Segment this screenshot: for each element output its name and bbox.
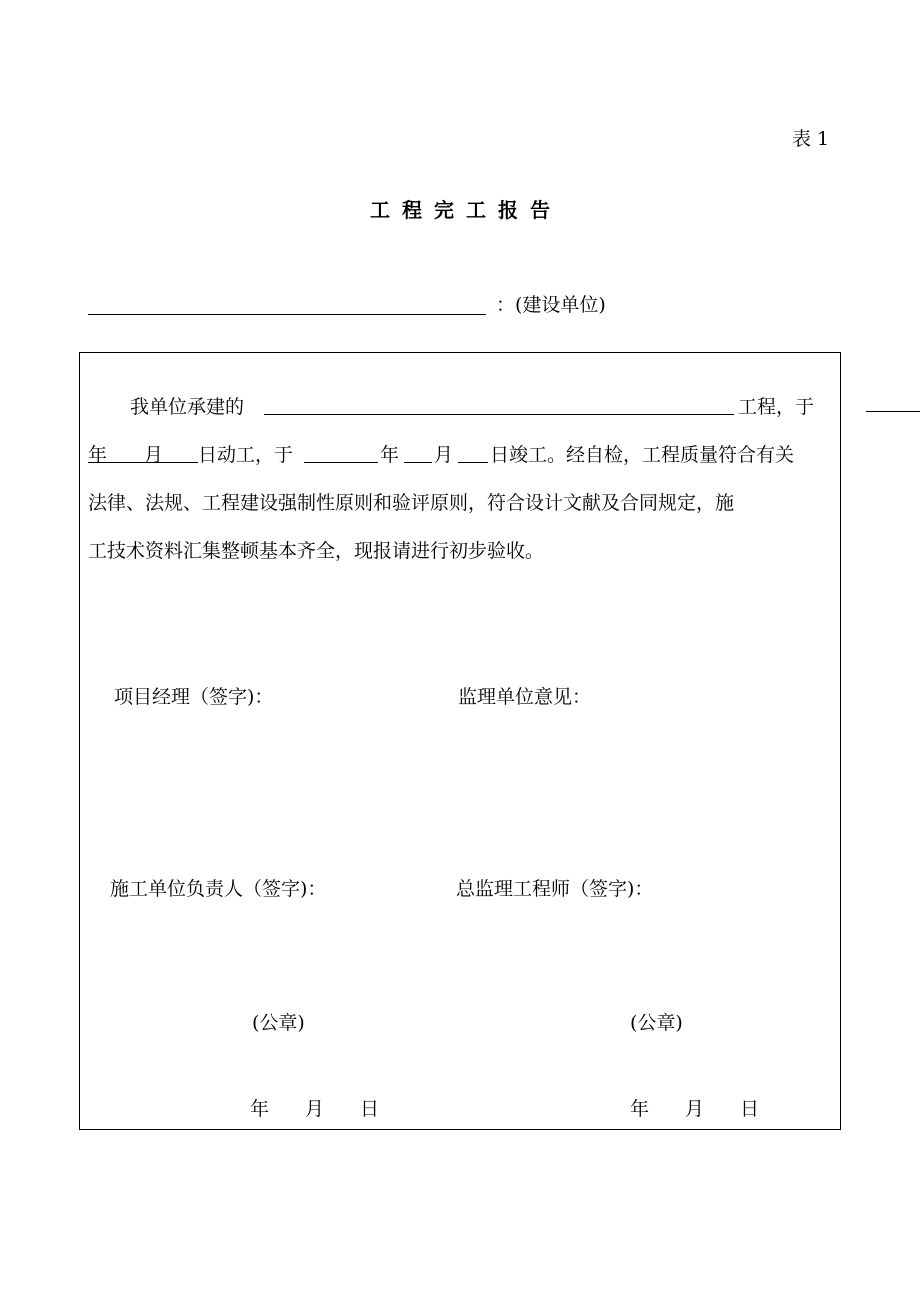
start-day-label: 日动工，于 — [198, 444, 294, 466]
finish-year-label: 年 — [380, 444, 400, 466]
report-line3: 法律、法规、工程建设强制性原则和验评原则，符合设计文献及合同规定，施 — [88, 492, 735, 514]
left-date-year: 年 — [250, 1098, 270, 1120]
left-date-month: 月 — [305, 1098, 325, 1120]
finish-year-blank-field[interactable] — [304, 462, 378, 463]
start-month-label: 月 — [144, 444, 164, 466]
project-manager-signature-label: 项目经理（签字)： — [114, 686, 274, 708]
table-number: 表 1 — [792, 128, 830, 150]
finish-day-blank-field[interactable] — [458, 462, 488, 463]
right-date-month: 月 — [685, 1098, 705, 1120]
report-line4: 工技术资料汇集整顿基本齐全，现报请进行初步验收。 — [88, 540, 545, 562]
report-line1-suffix: 工程，于 — [738, 396, 815, 418]
addressee-label: ：(建设单位) — [496, 294, 606, 316]
start-year-label: 年 — [88, 444, 108, 466]
report-line2-rest: 日竣工。经自检，工程质量符合有关 — [490, 444, 795, 466]
finish-month-blank-field[interactable] — [404, 462, 432, 463]
report-line1-prefix: 我单位承建的 — [130, 396, 245, 418]
chief-supervisor-signature-label: 总监理工程师（签字)： — [456, 878, 654, 900]
addressee-blank-field[interactable] — [88, 314, 486, 315]
supervisor-seal-label: (公章) — [630, 1012, 683, 1034]
supervision-opinion-label: 监理单位意见： — [458, 686, 592, 708]
stray-underline — [866, 411, 920, 412]
start-date-underline[interactable] — [88, 462, 198, 463]
finish-month-label: 月 — [434, 444, 454, 466]
project-name-blank-field[interactable] — [264, 414, 734, 415]
left-date-day: 日 — [360, 1098, 380, 1120]
page-title: 工程完工报告 — [370, 198, 562, 222]
contractor-head-signature-label: 施工单位负责人（签字)： — [110, 878, 327, 900]
right-date-day: 日 — [740, 1098, 760, 1120]
contractor-seal-label: (公章) — [252, 1012, 305, 1034]
report-frame — [79, 352, 841, 1130]
right-date-year: 年 — [630, 1098, 650, 1120]
